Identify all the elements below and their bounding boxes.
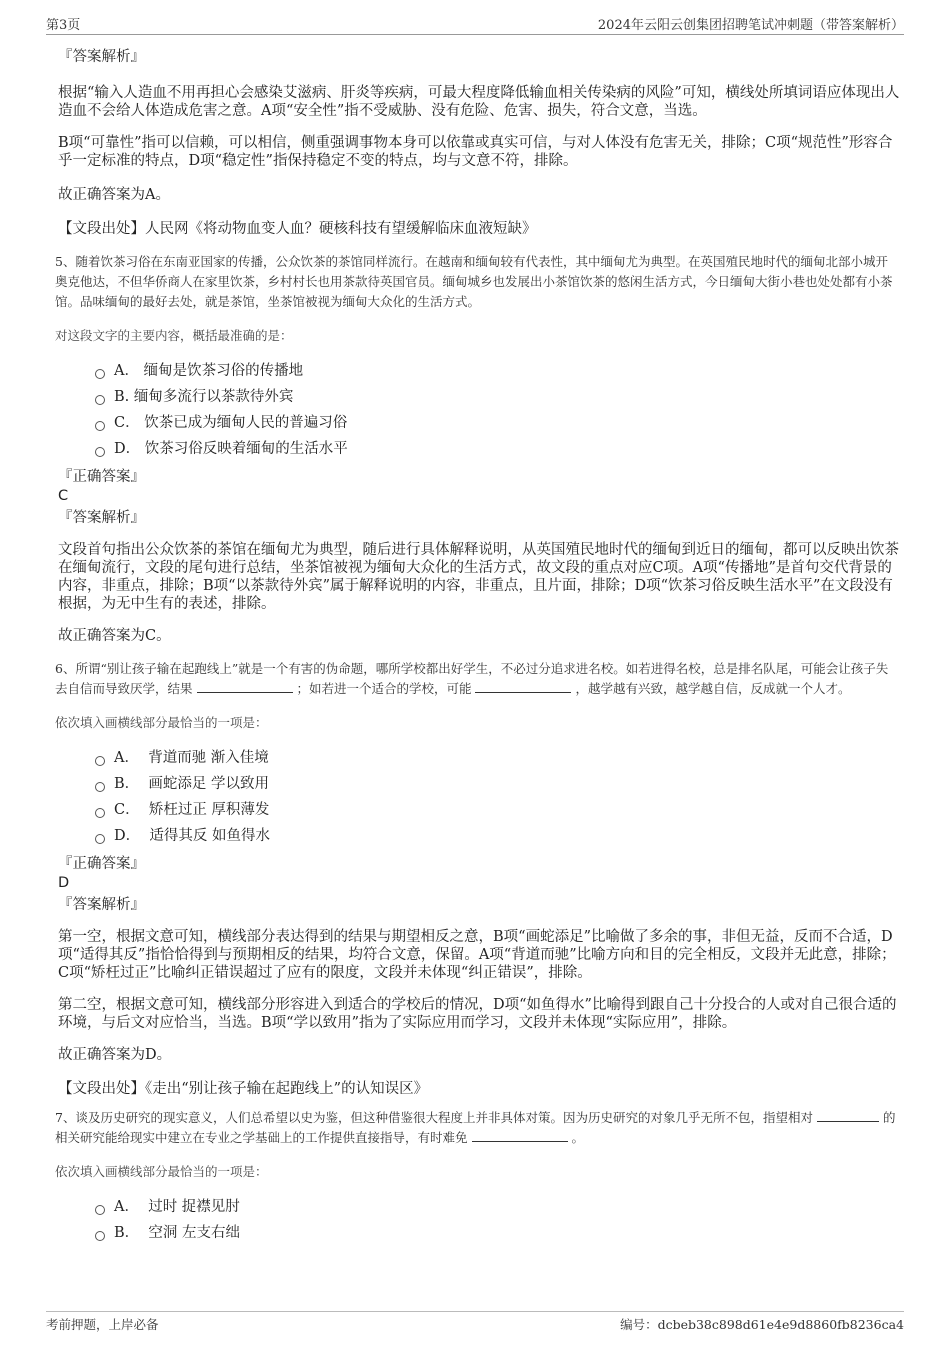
q5-analysis-p1: 文段首句指出公众饮茶的茶馆在缅甸尤为典型，随后进行具体解释说明，从英国殖民地时代的缅甸到近日的缅甸，都可以反映出饮茶在缅甸流行，文段的尾句进行总结，坐茶馆被视为缅甸大众化的生活方式，故文段的重点对应C项。A项“传播地”是首句交代背景的内容，非重点，排除；B项“以茶款待外宾”属于解释说明的内容，非重点，且片面，排除；D项“饮茶习俗反映生活水平”在文段没有根据，为无中生有的表述，排除。 [58, 542, 899, 612]
q5-prompt: 对这段文字的主要内容，概括最准确的是： [55, 328, 293, 343]
blank-3 [817, 1109, 879, 1122]
page-footer [46, 1311, 904, 1334]
blank-4 [472, 1129, 568, 1142]
q6-option-b[interactable]: B． 画蛇添足 学以致用 [95, 771, 900, 797]
q7-options [95, 1194, 900, 1246]
q6-analysis-p1: 第一空，根据文意可知，横线部分表达得到的结果与期望相反之意，B项“画蛇添足”比喻做了多余的事，非但无益，反而不合适，D项“适得其反”指恰恰得到与预期相反的结果，均符合文意，保留。A项“背道而驰”比喻方向和目的完全相反，文段并无此意，排除；C项“矫枉过正”比喻纠正错误超过了应有的限度，文段并未体现“纠正错误”，排除。 [58, 929, 896, 981]
q4-analysis-p1: 根据“输入人造血不用再担心会感染艾滋病、肝炎等疾病，可最大程度降低输血相关传染病的风险”可知，横线处所填词语应体现出人造血不会给人体造成危害之意。A项“安全性”指不受威胁、没有危险、危害、损失，符合文意，当选。 [58, 85, 900, 119]
q7-prompt: 依次填入画横线部分最恰当的一项是： [55, 1164, 268, 1179]
q5-conclusion: 故正确答案为C。 [58, 628, 171, 644]
radio-icon[interactable] [95, 421, 105, 431]
radio-icon[interactable] [95, 395, 105, 405]
page-header [46, 12, 904, 35]
q4-source: 【文段出处】人民网《将动物血变人血？硬核科技有望缓解临床血液短缺》 [58, 221, 537, 237]
q6-options [95, 745, 900, 849]
radio-icon[interactable] [95, 369, 105, 379]
q6-option-d[interactable]: D． 适得其反 如鱼得水 [95, 823, 900, 849]
blank-2 [475, 680, 571, 693]
q7-option-b[interactable]: B． 空洞 左支右绌 [95, 1220, 900, 1246]
q5-answer-label: 『正确答案』 [58, 469, 145, 485]
q5-options [95, 358, 900, 462]
q6-prompt: 依次填入画横线部分最恰当的一项是： [55, 715, 268, 730]
q6-analysis-p2: 第二空，根据文意可知，横线部分形容进入到适合的学校后的情况，D项“如鱼得水”比喻得到跟自己十分投合的人或对自己很合适的环境，与后文对应恰当，当选。B项“学以致用”指为了实际应用而学习，文段并未体现“实际应用”，排除。 [58, 997, 897, 1031]
q6-source: 【文段出处】《走出“别让孩子输在起跑线上”的认知误区》 [58, 1081, 429, 1097]
radio-icon[interactable] [95, 808, 105, 818]
q5-option-a[interactable]: A． 缅甸是饮茶习俗的传播地 [95, 358, 900, 384]
footer-slogan: 考前押题，上岸必备 [46, 1317, 159, 1332]
q5-option-d[interactable]: D． 饮茶习俗反映着缅甸的生活水平 [95, 436, 900, 462]
q5-option-b[interactable]: B. 缅甸多流行以茶款待外宾 [95, 384, 900, 410]
radio-icon[interactable] [95, 834, 105, 844]
page-number: 第3页 [46, 18, 81, 33]
q4-conclusion: 故正确答案为A。 [58, 187, 170, 203]
document-id: 编号：dcbeb38c898d61e4e9d8860fb8236ca4 [620, 1317, 904, 1332]
document-title: 2024年云阳云创集团招聘笔试冲刺题（带答案解析） [597, 18, 904, 33]
radio-icon[interactable] [95, 1205, 105, 1215]
q6-stem: 6、所谓“别让孩子输在起跑线上”就是一个有害的伪命题，哪所学校都出好学生，不必过分追求进名校。如若进得名校，总是排名队尾，可能会让孩子失去自信而导致厌学，结果 ；如若进一个适合的学校，可能 ，越学越有兴致，越学越自信，反成就一个人才。 [55, 661, 889, 696]
q6-answer: D [58, 875, 70, 891]
q6-option-c[interactable]: C． 矫枉过正 厚积薄发 [95, 797, 900, 823]
blank-1 [197, 680, 293, 693]
q4-analysis-p2: B项“可靠性”指可以信赖，可以相信，侧重强调事物本身可以依靠或真实可信，与对人体没有危害无关，排除；C项“规范性”形容合乎一定标准的特点，D项“稳定性”指保持稳定不变的特点，均与文意不符，排除。 [58, 135, 893, 169]
radio-icon[interactable] [95, 1231, 105, 1241]
q6-conclusion: 故正确答案为D。 [58, 1047, 172, 1063]
q5-option-c[interactable]: C． 饮茶已成为缅甸人民的普遍习俗 [95, 410, 900, 436]
q7-stem: 7、谈及历史研究的现实意义，人们总希望以史为鉴，但这种借鉴很大程度上并非具体对策。因为历史研究的对象几乎无所不包，指望相对 的相关研究能给现实中建立在专业之学基础上的工作提供直接指导，有时难免 。 [55, 1110, 896, 1145]
q6-analysis-label: 『答案解析』 [58, 897, 145, 913]
radio-icon[interactable] [95, 756, 105, 766]
q5-answer: C [58, 488, 69, 504]
q6-option-a[interactable]: A． 背道而驰 渐入佳境 [95, 745, 900, 771]
radio-icon[interactable] [95, 447, 105, 457]
q7-option-a[interactable]: A． 过时 捉襟见肘 [95, 1194, 900, 1220]
page-content [55, 40, 900, 1246]
radio-icon[interactable] [95, 782, 105, 792]
q4-analysis-label: 『答案解析』 [58, 49, 145, 65]
q5-analysis-label: 『答案解析』 [58, 510, 145, 526]
q5-stem: 5、随着饮茶习俗在东南亚国家的传播，公众饮茶的茶馆同样流行。在越南和缅甸较有代表性，其中缅甸尤为典型。在英国殖民地时代的缅甸北部小城开奥克他达，不但华侨商人在家里饮茶，乡村村长也用茶款待英国官员。缅甸城乡也发展出小茶馆饮茶的悠闲生活方式，今日缅甸大街小巷也处处都有小茶馆。品味缅甸的最好去处，就是茶馆，坐茶馆被视为缅甸大众化的生活方式。 [55, 254, 893, 309]
q6-answer-label: 『正确答案』 [58, 856, 145, 872]
